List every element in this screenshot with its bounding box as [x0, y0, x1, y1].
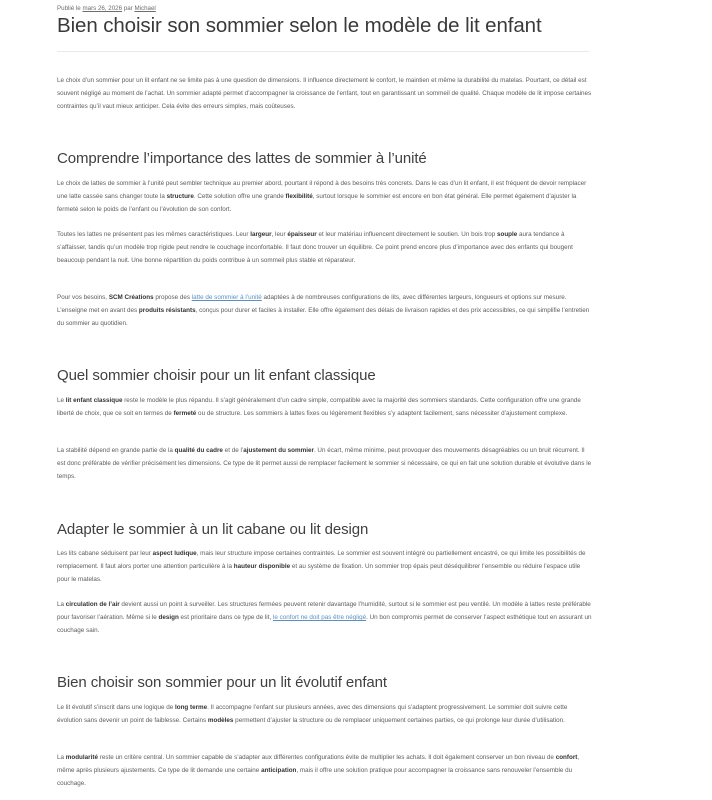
author-link[interactable]: Michael — [134, 5, 156, 12]
classique-paragraph-2: La stabilité dépend en grande partie de la qualité du cadre et de l’ajustement du sommier. Un écart, même minime, peut provoquer des mouvements désagréables ou un bruit récurrent. Il est donc préférable de vérifier précisément les dimensions. Ce type de lit permet aussi de remplacer facilement le sommier si nécessaire, ce qui en fait une solution durable et évolutive dans le temps. — [57, 447, 592, 480]
page-title: Bien choisir son sommier selon le modèle de lit enfant — [57, 14, 542, 37]
section-heading-evolutif: Bien choisir son sommier pour un lit évolutif enfant — [57, 674, 387, 691]
post-date-link[interactable]: mars 26, 2026 — [82, 5, 123, 12]
post-meta — [57, 5, 156, 12]
lattes-paragraph-2: Toutes les lattes ne présentent pas les mêmes caractéristiques. Leur largeur, leur épaisseur et leur matériau influencent directement le soutien. Un bois trop souple aura tendance à s’affaisser, tandis qu’un modèle trop rigide peut rendre le couchage inconfortable. Il faut donc trouver un équilibre. Ce point prend encore plus d’importance avec des enfants qui bougent beaucoup pendant la nuit. Une bonne répartition du poids contribue à un sommeil plus stable et réparateur. — [57, 231, 573, 264]
classique-paragraph-1: Le lit enfant classique reste le modèle le plus répandu. Il s’agit généralement d’un cadre simple, compatible avec la majorité des sommiers standards. Cette configuration offre une grande liberté de choix, que ce soit en termes de fermeté ou de structure. Les sommiers à lattes fixes ou légèrement flexibles s’y adaptent facilement, sans nécessiter d’ajustement complexe. — [57, 397, 581, 417]
section-heading-lattes: Comprendre l’importance des lattes de sommier à l’unité — [57, 150, 427, 167]
published-prefix: Publié le — [57, 5, 81, 12]
section-heading-cabane: Adapter le sommier à un lit cabane ou lit design — [57, 521, 369, 538]
intro-paragraph: Le choix d’un sommier pour un lit enfant ne se limite pas à une question de dimensions. Il influence directement le confort, le maintien et même la durabilité du matelas. Pourtant, ce détail est souvent négligé au moment de l’achat. Un sommier adapté permet d’accompagner la croissance de l’enfant, tout en garantissant un sommeil de qualité. Chaque modèle de lit impose certaines contraintes qu’il vaut mieux anticiper. Cela évite des erreurs simples, mais coûteuses. — [57, 77, 592, 110]
lattes-paragraph-3: Pour vos besoins, SCM Créations propose des latte de sommier à l’unité adaptées à de nombreuses configurations de lits, avec différentes largeurs, longueurs et options sur mesure. L’enseigne met en avant des produits résistants, conçus pour durer et faciles à installer. Elle offre également des délais de livraison rapides et des prix accessibles, ce qui simplifie l’entretien du sommier au quotidien. — [57, 294, 590, 327]
title-divider — [57, 51, 589, 52]
author-prefix: par — [123, 5, 133, 12]
section-heading-classique: Quel sommier choisir pour un lit enfant classique — [57, 367, 376, 384]
evolutif-paragraph-1: Le lit évolutif s’inscrit dans une logique de long terme. Il accompagne l’enfant sur plusieurs années, avec des dimensions qui s’adaptent progressivement. Le sommier doit suivre cette évolution sans devenir un point de faiblesse. Certains modèles permettent d’ajuster la structure ou de remplacer uniquement certaines parties, ce qui prolonge leur durée d’utilisation. — [57, 704, 568, 724]
cabane-paragraph-1: Les lits cabane séduisent par leur aspect ludique, mais leur structure impose certaines contraintes. Le sommier est souvent intégré ou partiellement encastré, ce qui limite les possibilités de remplacement. Il faut alors porter une attention particulière à la hauteur disponible et au système de fixation. Un sommier trop épais peut déséquilibrer l’ensemble ou réduire l’espace utile pour le matelas. — [57, 550, 586, 583]
confort-link[interactable]: le confort ne doit pas être négligé — [272, 613, 367, 621]
cabane-paragraph-2: La circulation de l’air devient aussi un point à surveiller. Les structures fermées peuvent retenir davantage l’humidité, surtout si le sommier est peu ventilé. Un modèle à lattes reste préférable pour favoriser l’aération. Même si le design est prioritaire dans ce type de lit, le confort ne doit pas être négligé. Un bon compromis permet de conserver l’aspect esthétique tout en assurant un couchage sain. — [57, 601, 592, 634]
latte-sommier-link[interactable]: latte de sommier à l’unité — [191, 294, 262, 301]
lattes-paragraph-1: Le choix de lattes de sommier à l’unité peut sembler technique au premier abord, pourtant il répond à des besoins très concrets. Dans le cas d’un lit enfant, il est fréquent de devoir remplacer une latte cassée sans changer toute la structure. Cette solution offre une grande flexibilité, surtout lorsque le sommier est encore en bon état général. Elle permet également d’ajuster la fermeté selon le poids de l’enfant ou l’évolution de son confort. — [57, 180, 587, 213]
evolutif-paragraph-2: La modularité reste un critère central. Un sommier capable de s’adapter aux différentes configurations évite de multiplier les achats. Il doit également conserver un bon niveau de confort, même après plusieurs ajustements. Ce type de lit demande une certaine anticipation, mais il offre une solution pratique pour accompagner la croissance sans renouveler l’ensemble du couchage. — [57, 754, 580, 787]
